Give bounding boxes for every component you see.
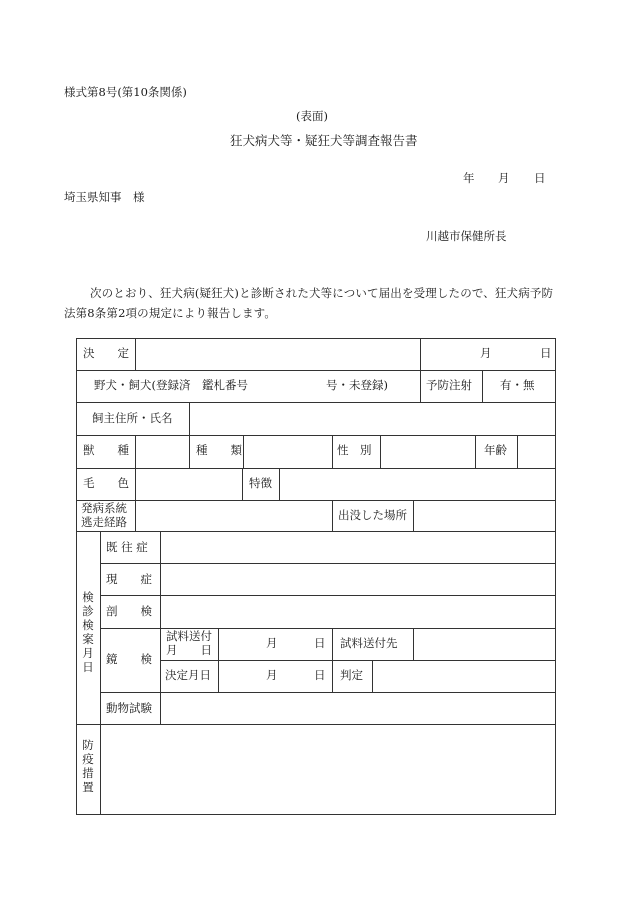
col-line (475, 435, 476, 468)
autopsy-label: 剖 検 (106, 604, 152, 618)
col-line (160, 531, 161, 724)
side-label: (表面) (296, 109, 328, 123)
row-line (76, 468, 556, 469)
microscopy-label: 鏡 検 (106, 652, 152, 666)
escape-route-label: 逃走経路 (81, 515, 127, 529)
sample-month-label: 月 (266, 636, 278, 650)
decision-month-label: 月 (480, 346, 492, 360)
col-line (135, 500, 136, 531)
col-line (332, 500, 333, 531)
col-line (279, 468, 280, 500)
judgment-label: 判定 (340, 668, 363, 682)
row-line (76, 370, 556, 371)
col-line (135, 435, 136, 468)
animal-test-label: 動物試験 (106, 701, 152, 715)
sex-label: 性 別 (337, 443, 372, 457)
row-line (76, 724, 556, 725)
vaccination-label: 予防注射 (426, 378, 472, 392)
row-line (76, 531, 556, 532)
row-line (100, 563, 556, 564)
current-label: 現 症 (106, 572, 152, 586)
col-line (420, 338, 421, 370)
col-line (189, 402, 190, 435)
registration-suffix-label: 号・未登録) (326, 378, 388, 392)
sample-day-label: 日 (314, 636, 326, 650)
features-label: 特徴 (249, 476, 272, 490)
sample-sent-label: 試料送付 (166, 629, 212, 643)
col-line (332, 435, 333, 468)
sighted-place-label: 出没した場所 (338, 508, 407, 522)
col-line (482, 370, 483, 402)
col-line (135, 338, 136, 370)
date-month-label: 月 (498, 171, 510, 185)
sender: 川越市保健所長 (426, 229, 507, 243)
animal-label: 獣 種 (83, 443, 129, 457)
decision-day-label: 日 (540, 346, 552, 360)
date-day-label: 日 (534, 171, 546, 185)
row-line (100, 692, 556, 693)
col-line (218, 628, 219, 692)
report-form-table (76, 338, 556, 815)
coat-label: 毛 色 (83, 476, 129, 490)
kind-label: 種 類 (196, 443, 242, 457)
col-line (380, 435, 381, 468)
decided-date-label: 決定月日 (165, 668, 211, 682)
form-number: 様式第8号(第10条関係) (64, 85, 187, 99)
col-line (517, 435, 518, 468)
col-line (413, 628, 414, 660)
prevention-label: 防疫措置 (82, 738, 94, 794)
col-line (242, 468, 243, 500)
col-line (332, 628, 333, 692)
exam-dates-label: 検診検案月日 (82, 590, 94, 674)
sample-destination-label: 試料送付先 (340, 636, 398, 650)
vaccination-options: 有・無 (500, 378, 535, 392)
row-line (160, 660, 556, 661)
col-line (243, 435, 244, 468)
row-line (100, 595, 556, 596)
decided-day-label: 日 (314, 668, 326, 682)
owner-label: 飼主住所・氏名 (92, 411, 173, 425)
decided-month-label: 月 (266, 668, 278, 682)
col-line (100, 724, 101, 814)
date-year-label: 年 (463, 171, 475, 185)
sample-sent-date-label: 月 日 (166, 643, 212, 657)
col-line (372, 660, 373, 692)
col-line (413, 500, 414, 531)
document-title: 狂犬病犬等・疑狂犬等調査報告書 (230, 133, 418, 148)
onset-route-label: 発病系統 (81, 501, 127, 515)
row-line (76, 435, 556, 436)
row-line (76, 500, 556, 501)
history-label: 既 往 症 (106, 540, 148, 554)
intro-text: 次のとおり、狂犬病(疑狂犬)と診断された犬等について届出を受理したので、狂犬病予防法第8条第2項の規定により報告します。 (64, 286, 554, 320)
decision-label: 決 定 (83, 346, 129, 360)
col-line (189, 435, 190, 468)
col-line (100, 531, 101, 724)
dog-type-label: 野犬・飼犬(登録済 鑑札番号 (94, 378, 248, 392)
row-line (76, 402, 556, 403)
addressee: 埼玉県知事 様 (64, 190, 145, 204)
age-label: 年齢 (484, 443, 507, 457)
col-line (135, 468, 136, 500)
col-line (420, 370, 421, 402)
